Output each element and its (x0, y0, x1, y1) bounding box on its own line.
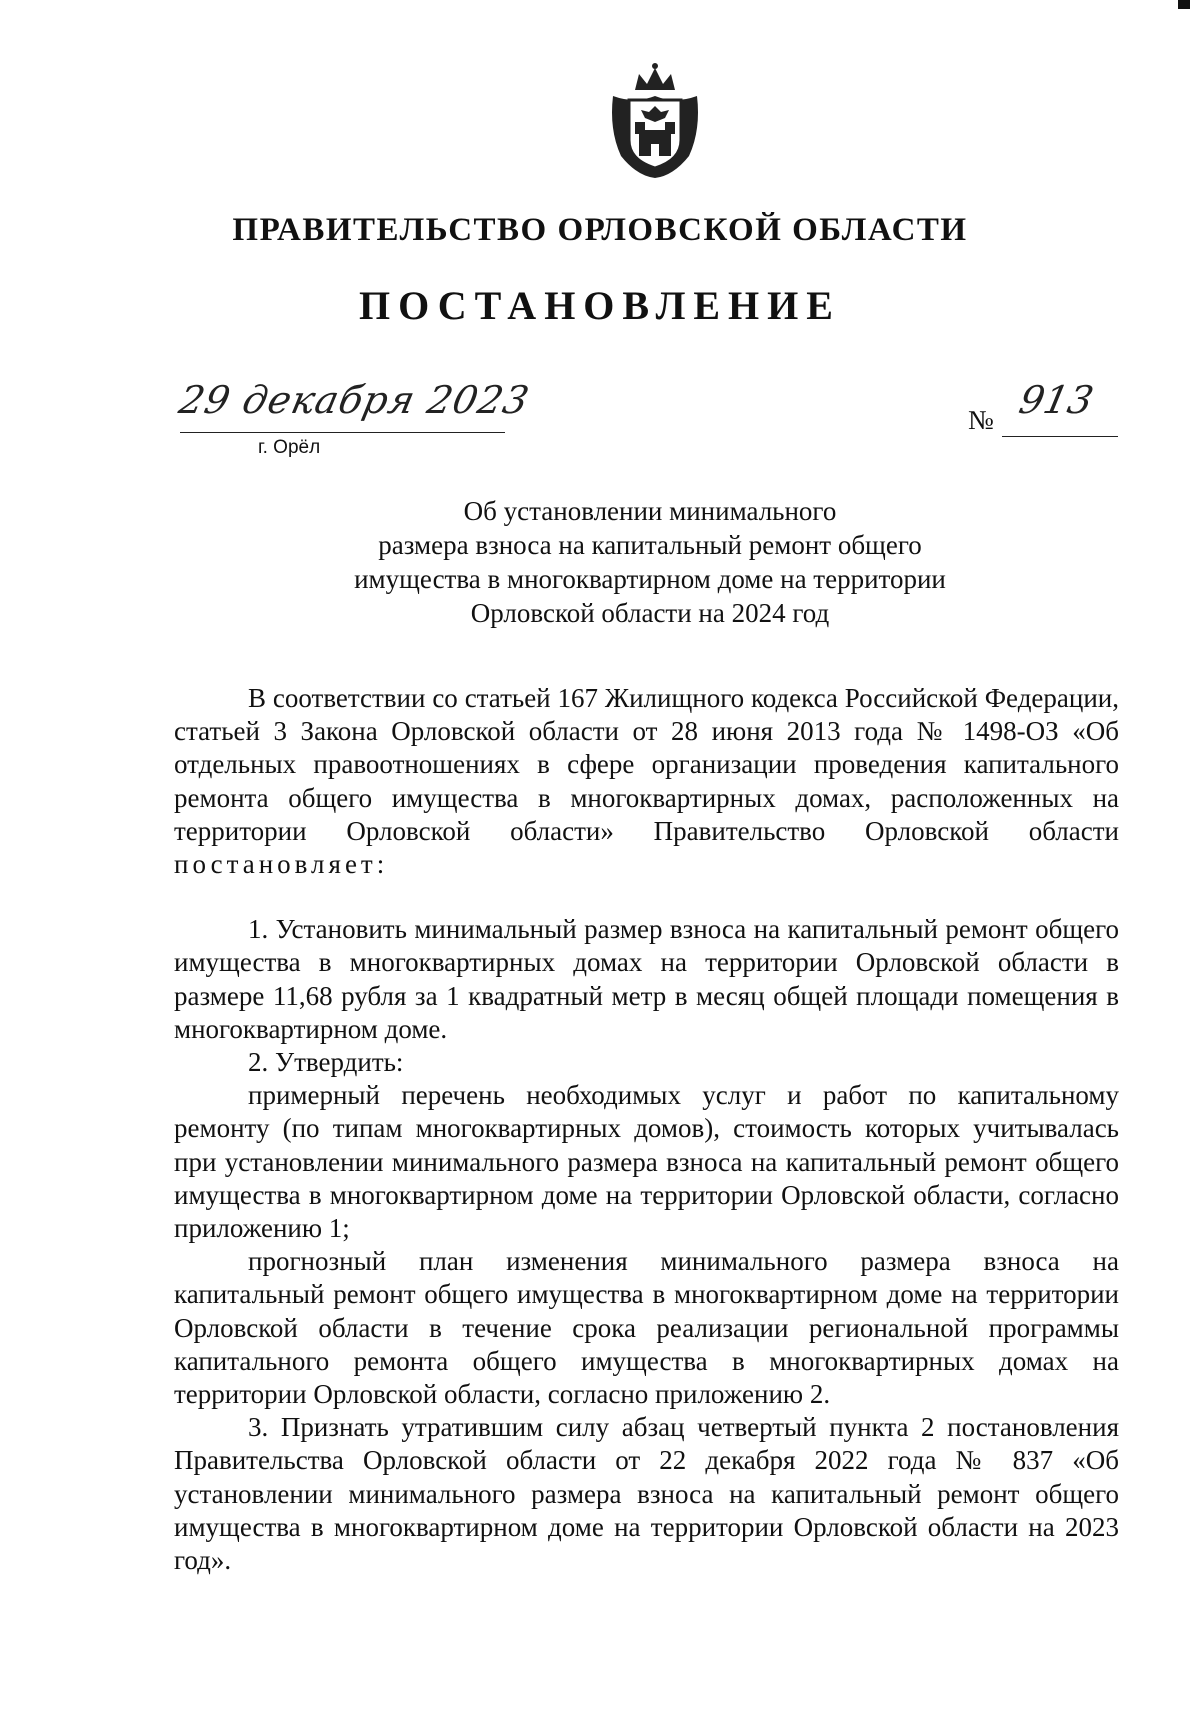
date-underline (180, 432, 505, 433)
document-subject (0, 494, 1200, 630)
handwritten-date: 29 декабря 2023 (175, 378, 534, 422)
number-label: № (968, 405, 994, 435)
handwritten-number: 913 (1015, 378, 1098, 422)
preamble-paragraph (174, 682, 1119, 881)
city: г. Орёл (258, 437, 321, 458)
preamble-text: В соответствии со статьей 167 Жилищного кодекса Российской Федерации, статьей 3 Закона Орловской области от 28 июня 2013 года № 1498-ОЗ «Об отдельных правоотношениях в сфере организации проведения капитального ремонта общего имущества в многоквартирных домах, расположенных на территории Орловской области» Правительство Орловской области (174, 683, 1119, 846)
item-3: 3. Признать утратившим силу абзац четвертый пункта 2 постановления Правительства Орловской области от 22 декабря 2022 года № 837 «Об установлении минимального размера взноса на капитальный ремонт общего имущества в многоквартирном доме на территории Орловской области на 2023 год». (174, 1412, 1119, 1576)
subject-line: Об установлении минимального (463, 496, 837, 526)
coat-of-arms-icon (605, 60, 705, 180)
government-title: ПРАВИТЕЛЬСТВО ОРЛОВСКОЙ ОБЛАСТИ (232, 212, 968, 248)
scan-mark (1178, 0, 1190, 9)
item-2-list-a: примерный перечень необходимых услуг и работ по капитальному ремонту (по типам многоквартирных домов), стоимость которых учитывалась при установлении минимального размера взноса на капитальный ремонт общего имущества в многоквартирном доме на территории Орловской области, согласно приложению 1; (174, 1080, 1119, 1244)
item-2: 2. Утвердить: (248, 1047, 404, 1078)
document-body (174, 682, 1119, 1577)
subject-line: имущества в многоквартирном доме на территории (354, 564, 946, 594)
decree-word: постановляет: (174, 849, 389, 880)
item-2-list-b: прогнозный план изменения минимального размера взноса на капитальный ремонт общего имущества в многоквартирном доме на территории Орловской области в течение срока реализации региональной программы капитального ремонта общего имущества в многоквартирных домах на территории Орловской области, согласно приложению 2. (174, 1246, 1119, 1410)
number-underline (1002, 436, 1118, 437)
document-type: ПОСТАНОВЛЕНИЕ (359, 283, 841, 328)
item-1: 1. Установить минимальный размер взноса на капитальный ремонт общего имущества в многоквартирных домах на территории Орловской области в размере 11,68 рубля за 1 квадратный метр в месяц общей площади помещения в многоквартирном доме. (174, 914, 1119, 1044)
subject-line: размера взноса на капитальный ремонт общего (378, 530, 922, 560)
subject-line: Орловской области на 2024 год (470, 598, 830, 628)
